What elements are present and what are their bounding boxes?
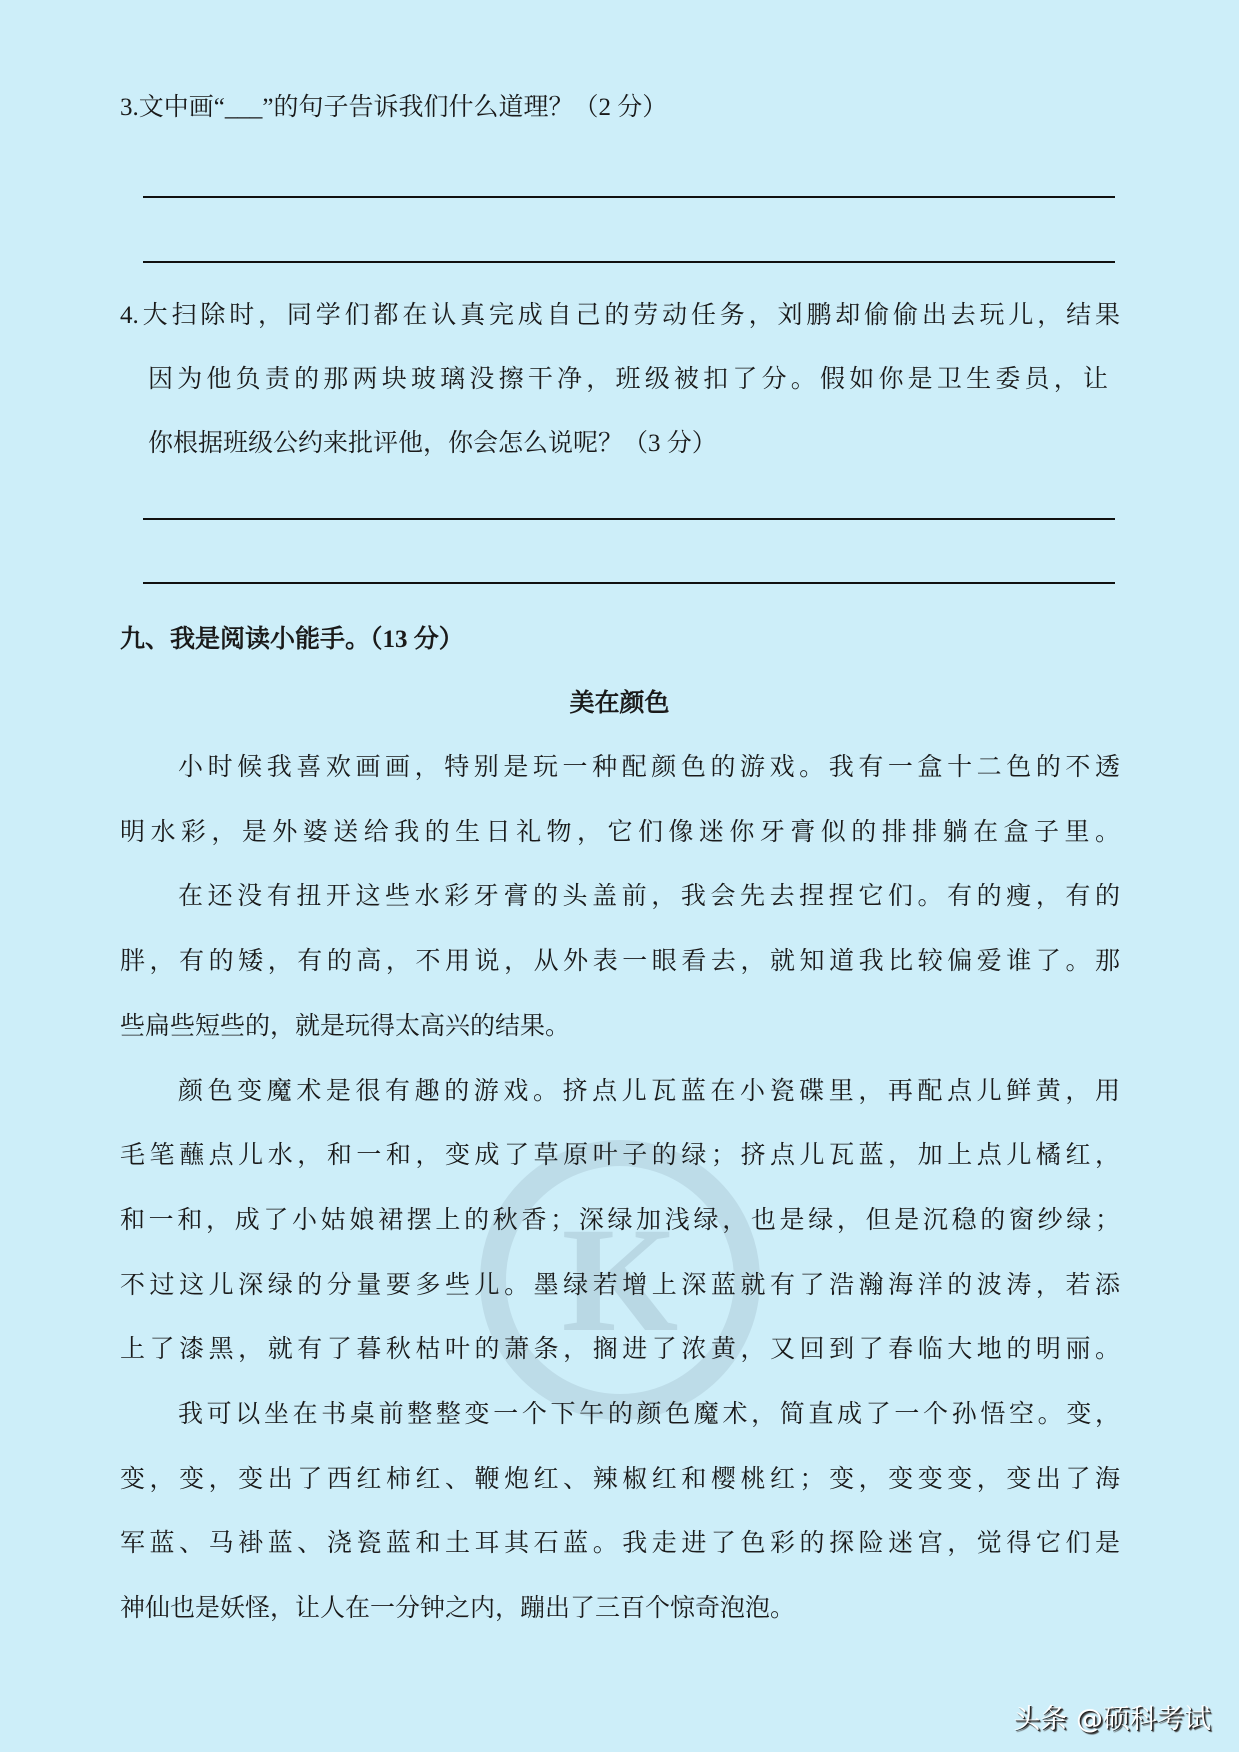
question-4-line: 你根据班级公约来批评他，你会怎么说呢？（3 分） [148,430,717,457]
passage-line: 颜色变魔术是很有趣的游戏。挤点儿瓦蓝在小瓷碟里，再配点儿鲜黄，用 [178,1077,1120,1105]
passage-line: 我可以坐在书桌前整整变一个下午的颜色魔术，简直成了一个孙悟空。变， [178,1401,1120,1428]
credit-watermark: 头条 @硕科考试 [1013,1704,1211,1735]
section-heading: 九、我是阅读小能手。（13 分） [120,626,464,653]
question-4-line: 因为他负责的那两块玻璃没擦干净，班级被扣了分。假如你是卫生委员，让 [148,366,1108,393]
passage-line: 上了漆黑，就有了暮秋枯叶的萧条，搁进了浓黄，又回到了春临大地的明丽。 [120,1336,1120,1364]
passage-line: 小时候我喜欢画画，特别是玩一种配颜色的游戏。我有一盒十二色的不透 [178,754,1120,781]
passage-line: 在还没有扭开这些水彩牙膏的头盖前，我会先去捏捏它们。有的瘦，有的 [178,883,1120,911]
answer-line[interactable] [143,582,1115,584]
passage-line: 变，变，变出了西红柿红、鞭炮红、辣椒红和樱桃红；变，变变变，变出了海 [120,1465,1120,1493]
passage-line: 军蓝、马褂蓝、浇瓷蓝和土耳其石蓝。我走进了色彩的探险迷宫，觉得它们是 [120,1530,1120,1558]
watermark-logo: K [480,1140,760,1420]
passage-line: 和一和，成了小姑娘裙摆上的秋香；深绿加浅绿，也是绿，但是沉稳的窗纱绿； [120,1206,1120,1234]
answer-line[interactable] [143,518,1115,520]
passage-line: 不过这儿深绿的分量要多些儿。墨绿若增上深蓝就有了浩瀚海洋的波涛，若添 [120,1271,1120,1299]
answer-line[interactable] [143,261,1115,263]
answer-line[interactable] [143,196,1115,198]
passage-line: 神仙也是妖怪，让人在一分钟之内，蹦出了三百个惊奇泡泡。 [120,1595,796,1623]
passage-line: 胖，有的矮，有的高，不用说，从外表一眼看去，就知道我比较偏爱谁了。那 [120,948,1120,976]
passage-title: 美在颜色 [569,690,670,717]
passage-line: 些扁些短些的，就是玩得太高兴的结果。 [120,1012,571,1040]
question-3: 3.文中画“___”的句子告诉我们什么道理？（2 分） [120,94,668,121]
passage-line: 明水彩，是外婆送给我的生日礼物，它们像迷你牙膏似的排排躺在盒子里。 [120,818,1120,846]
passage-line: 毛笔蘸点儿水，和一和，变成了草原叶子的绿；挤点儿瓦蓝，加上点儿橘红， [120,1142,1120,1170]
question-4-line: 4.大扫除时，同学们都在认真完成自己的劳动任务，刘鹏却偷偷出去玩儿，结果 [120,302,1120,329]
